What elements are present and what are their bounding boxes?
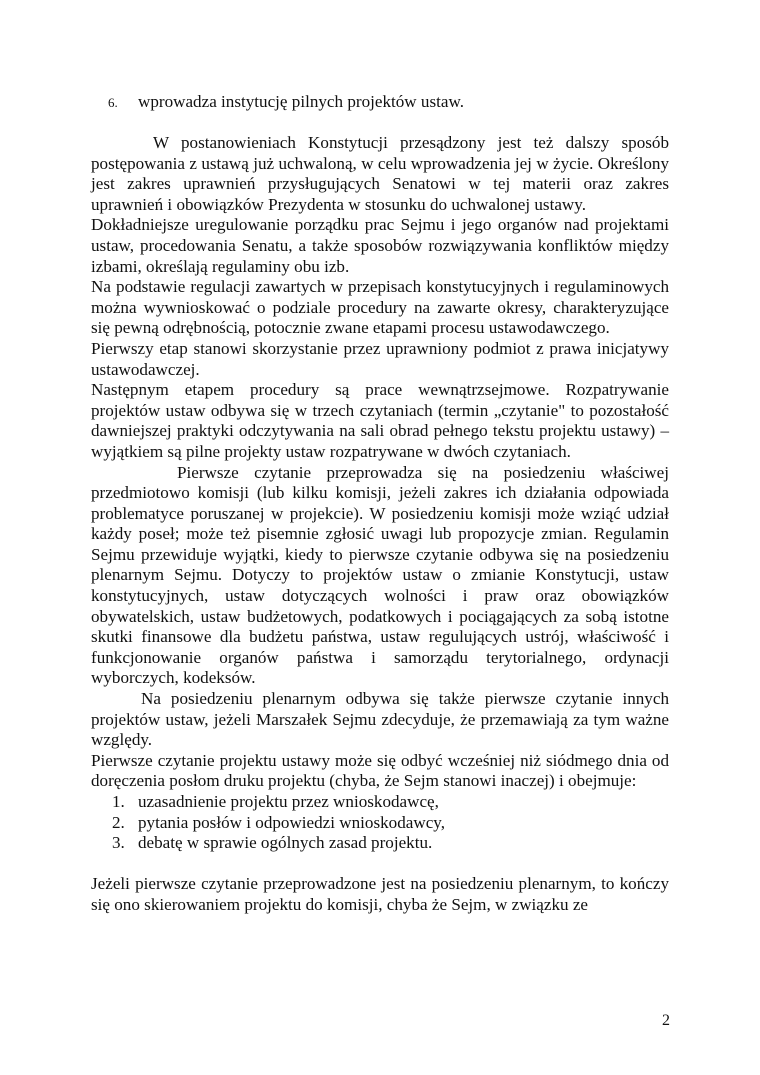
list-item: 1. uzasadnienie projektu przez wnioskodawcę, [112,792,439,811]
paragraph-regulations: Dokładniejsze uregulowanie porządku prac Sejmu i jego organów nad projektami ustaw, procedowania Senatu, a także sposobów rozwiązywania konfliktów między izbami, określają regulaminy obu izb. [91,215,669,276]
paragraph-first-stage: Pierwszy etap stanowi skorzystanie przez uprawniony podmiot z prawa inicjatywy ustawodawczej. [91,338,669,379]
paragraph-plenary: Na posiedzeniu plenarnym odbywa się także pierwsze czytanie innych projektów ustaw, jeżeli Marszałek Sejmu zdecyduje, że przemawiają za tym ważne względy. [91,689,669,750]
paragraph-first-reading: Pierwsze czytanie przeprowadza się na posiedzeniu właściwej przedmiotowo komisji (lub kilku komisji, jeżeli zakres ich działania odpowiada problematyce poruszanej w projekcie). W posiedzeniu komisji może wziąć udział każdy poseł; może też pisemnie zgłosić uwagi lub propozycje zmian. Regulamin Sejmu przewiduje wyjątki, kiedy to pierwsze czytanie odbywa się na posiedzeniu plenarnym Sejmu. Dotyczy to projektów ustaw o zmianie Konstytucji, ustaw konstytucyjnych, ustaw dotyczących wolności i praw oraz obowiązków obywatelskich, ustaw budżetowych, podatkowych i pociągających za sobą istotne skutki finansowe dla budżetu państwa, ustaw regulujących ustrój, właściwość i funkcjonowanie organów państwa i samorządu terytorialnego, ordynacji wyborczych, kodeksów. [91,462,669,688]
list-item-6 [91,92,669,114]
list-item-number: 6. [108,95,118,110]
body-text [91,133,669,916]
numbered-list [91,792,669,854]
paragraph-plenary-end: Jeżeli pierwsze czytanie przeprowadzone jest na posiedzeniu plenarnym, to kończy się ono skierowaniem projektu do komisji, chyba że Sejm, w związku ze [91,874,669,914]
list-item-text: wprowadza instytucję pilnych projektów ustaw. [138,92,464,111]
page-number: 2 [662,1012,670,1029]
list-item: 3. debatę w sprawie ogólnych zasad projektu. [112,833,433,853]
paragraph-stages: Na podstawie regulacji zawartych w przepisach konstytucyjnych i regulaminowych można wywnioskować o podziale procedury na zawarte okresy, charakteryzujące się pewną odrębnością, potocznie zwane etapami procesu ustawodawczego. [91,277,669,338]
paragraph-first-reading-scope: Pierwsze czytanie projektu ustawy może się odbyć wcześniej niż siódmego dnia od doręczenia posłom druku projektu (chyba, że Sejm stanowi inaczej) i obejmuje: [91,750,669,791]
list-item: 2. pytania posłów i odpowiedzi wnioskodawcy, [112,812,446,832]
spacer [91,854,669,875]
paragraph-constitution: W postanowieniach Konstytucji przesądzony jest też dalszy sposób postępowania z ustawą już uchwaloną, w celu wprowadzenia jej w życie. Określony jest zakres uprawnień przysługujących Senatowi w tej materii oraz zakres uprawnień i obowiązków Prezydenta w stosunku do uchwalonej ustawy. [91,133,669,214]
paragraph-sejm-work: Następnym etapem procedury są prace wewnątrzsejmowe. Rozpatrywanie projektów ustaw odbywa się w trzech czytaniach (termin „czytanie" to pozostałość dawniejszej praktyki odczytywania na sali obrad pełnego tekstu projektu ustawy) – wyjątkiem są pilne projekty ustaw rozpatrywane w dwóch czytaniach. [91,380,669,461]
